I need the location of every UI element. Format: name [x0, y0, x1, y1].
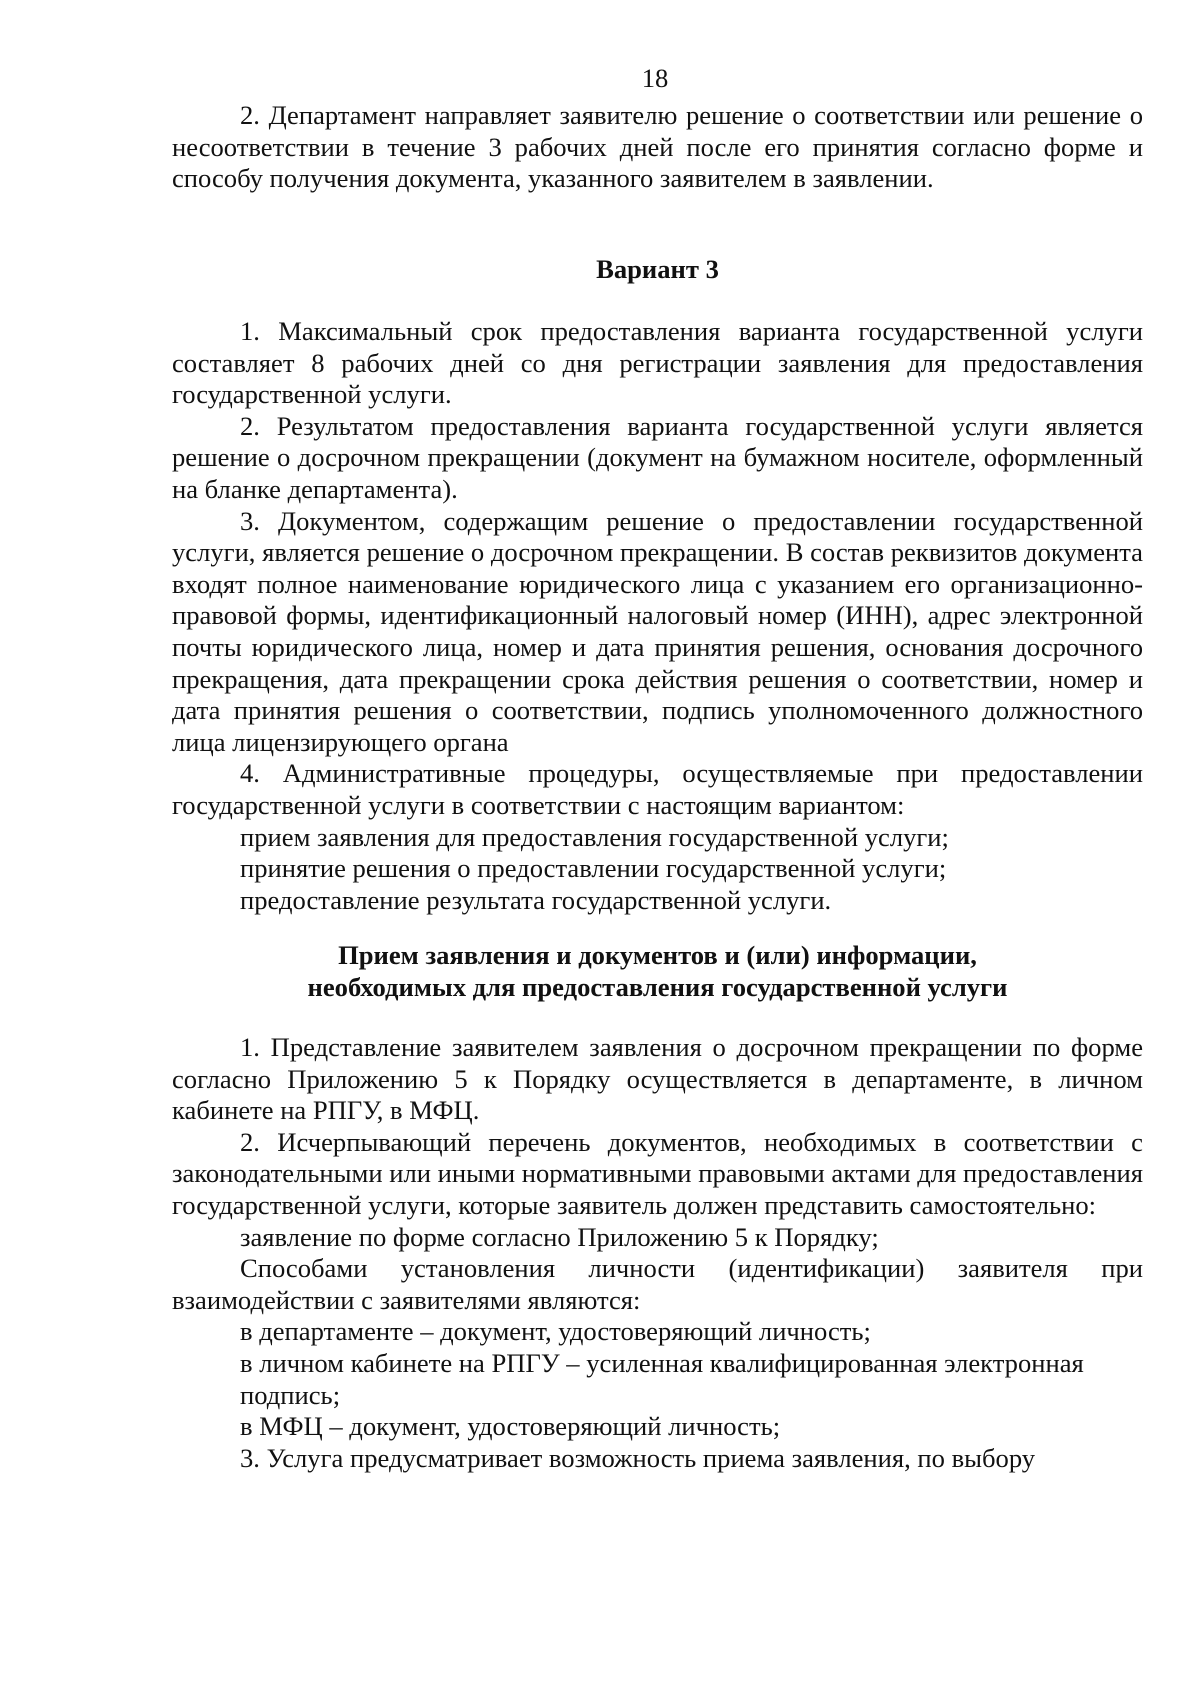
section-body	[172, 1032, 1143, 1474]
section-paragraph-3: 3. Услуга предусматривает возможность приема заявления, по выбору	[240, 1442, 1036, 1473]
procedure-item: прием заявления для предоставления государственной услуги;	[240, 821, 949, 852]
identification-intro: Способами установления личности (идентификации) заявителя при взаимодействии с заявителями являются:	[172, 1253, 1143, 1315]
section-title	[172, 940, 1143, 1003]
procedure-item: предоставление результата государственной услуги.	[240, 884, 832, 915]
variant-body	[172, 316, 1143, 916]
identification-item-department: в департаменте – документ, удостоверяющий личность;	[240, 1316, 871, 1347]
section-title-line-2: необходимых для предоставления государственной услуги	[307, 971, 1008, 1002]
variant-paragraph-3: 3. Документом, содержащим решение о предоставлении государственной услуги, является решение о досрочном прекращении. В состав реквизитов документа входят полное наименование юридического лица с указанием его организационно-правовой формы, идентификационный налоговый номер (ИНН), адрес электронной почты юридического лица, номер и дата принятия решения, основания досрочного прекращения, дата прекращении срока действия решения о соответствии, номер и дата принятия решения о соответствии, подпись уполномоченного должностного лица лицензирующего органа	[172, 505, 1143, 757]
identification-item-mfc: в МФЦ – документ, удостоверяющий личность;	[240, 1411, 781, 1442]
procedure-item: принятие решения о предоставлении государственной услуги;	[240, 853, 947, 884]
section-paragraph-1: 1. Представление заявителем заявления о досрочном прекращении по форме согласно Приложению 5 к Порядку осуществляется в департаменте, в личном кабинете на РПГУ, в МФЦ.	[172, 1032, 1143, 1126]
variant-paragraph-2: 2. Результатом предоставления варианта государственной услуги является решение о досрочном прекращении (документ на бумажном носителе, оформленный на бланке департамента).	[172, 410, 1143, 504]
identification-item-rpgu: в личном кабинете на РПГУ – усиленная квалифицированная электронная подпись;	[240, 1347, 1084, 1410]
section-paragraph-2: 2. Исчерпывающий перечень документов, необходимых в соответствии с законодательными или иными нормативными правовыми актами для предоставления государственной услуги, которые заявитель должен представить самостоятельно:	[172, 1126, 1143, 1220]
section-title-line-1: Прием заявления и документов и (или) информации,	[338, 940, 977, 970]
variant-paragraph-4: 4. Административные процедуры, осуществляемые при предоставлении государственной услуги в соответствии с настоящим вариантом:	[172, 758, 1143, 820]
intro-paragraph-2: 2. Департамент направляет заявителю решение о соответствии или решение о несоответствии в течение 3 рабочих дней после его принятия согласно форме и способу получения документа, указанного заявителем в заявлении.	[172, 100, 1143, 194]
variant-paragraph-1: 1. Максимальный срок предоставления варианта государственной услуги составляет 8 рабочих дней со дня регистрации заявления для предоставления государственной услуги.	[172, 316, 1143, 410]
document-list-item: заявление по форме согласно Приложению 5 к Порядку;	[240, 1221, 879, 1252]
intro-block	[172, 100, 1143, 195]
variant-title: Вариант 3	[596, 254, 719, 284]
page-number: 18	[641, 63, 669, 93]
